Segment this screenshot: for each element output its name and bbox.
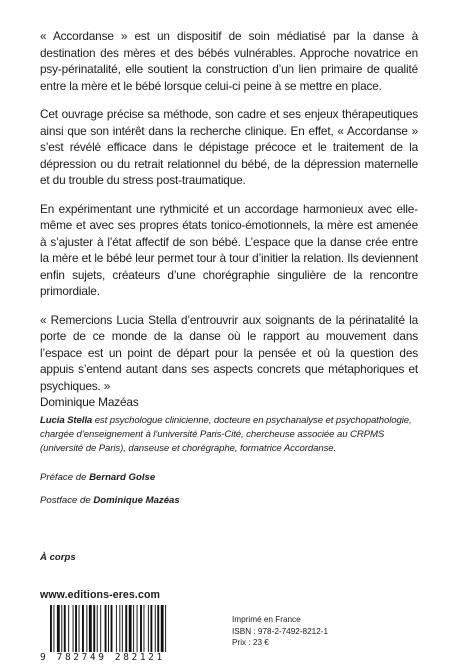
- quote-block: [40, 312, 418, 411]
- postface-label: Postface de: [40, 495, 94, 506]
- printed-in: Imprimé en France: [232, 615, 301, 624]
- postface-credit: [40, 495, 180, 506]
- author-name: Lucia Stella: [40, 415, 93, 426]
- barcode: [40, 605, 208, 665]
- preface-name: Bernard Golse: [89, 472, 156, 483]
- back-cover-description: [40, 28, 418, 423]
- preface-label: Préface de: [40, 472, 90, 483]
- quote-author: Dominique Mazéas: [40, 395, 139, 409]
- description-paragraph-3: En expérimentant une rythmicité et un accordage harmonieux avec elle-même et avec ses propres états tonico-émotionnels, la mère est amenée à s’ajuster à l’état affectif de son bébé. L’espace que la danse crée entre la mère et le bébé leur permet tour à tour d’initier la relation. Ils deviennent enfin sujets, créateurs d’une chorégraphie singulière de la rencontre primordiale.: [40, 201, 418, 298]
- collection-name: À corps: [40, 552, 76, 563]
- author-bio: [40, 414, 418, 456]
- author-bio-text: est psychologue clinicienne, docteure en psychanalyse et psychopathologie, chargée d’enseignement à l’université Paris-Cité, chercheuse associée au CRPMS (université de Paris), danseuse et chorégraphe, formatrice Accordanse.: [40, 415, 412, 454]
- preface-credit: [40, 472, 155, 483]
- description-paragraph-1: « Accordanse » est un dispositif de soin médiatisé par la danse à destination des mères et des bébés vulnérables. Approche novatrice en psy-périnatalité, elle soutient la construction d’un lien primaire de qualité entre la mère et le bébé lorsque celui-ci peine à se mettre en place.: [40, 29, 418, 93]
- barcode-bars: [40, 605, 208, 653]
- barcode-digits: 9 782749 282121: [40, 652, 208, 663]
- print-info: [232, 614, 328, 649]
- postface-name: Dominique Mazéas: [93, 495, 180, 506]
- description-paragraph-2: Cet ouvrage précise sa méthode, son cadre et ses enjeux thérapeutiques ainsi que son intérêt dans la recherche clinique. En effet, « Accordanse » s’est révélé efficace dans le dépistage précoce et le traitement de la dépression ou du retrait relationnel du bébé, de la dépression maternelle et du trouble du stress post-traumatique.: [40, 107, 418, 187]
- publisher-website: www.editions-eres.com: [40, 589, 161, 601]
- quote-text: « Remercions Lucia Stella d’entrouvrir aux soignants de la périnatalité la porte de ce monde de la danse où le rapport au mouvement dans l’espace est un point de départ pour la pensée et où la question des appuis s’entend autant dans ses aspects concrets que métaphoriques et psychiques. »: [40, 312, 418, 393]
- price: Prix : 23 €: [232, 638, 269, 647]
- isbn: ISBN : 978-2-7492-8212-1: [232, 626, 329, 636]
